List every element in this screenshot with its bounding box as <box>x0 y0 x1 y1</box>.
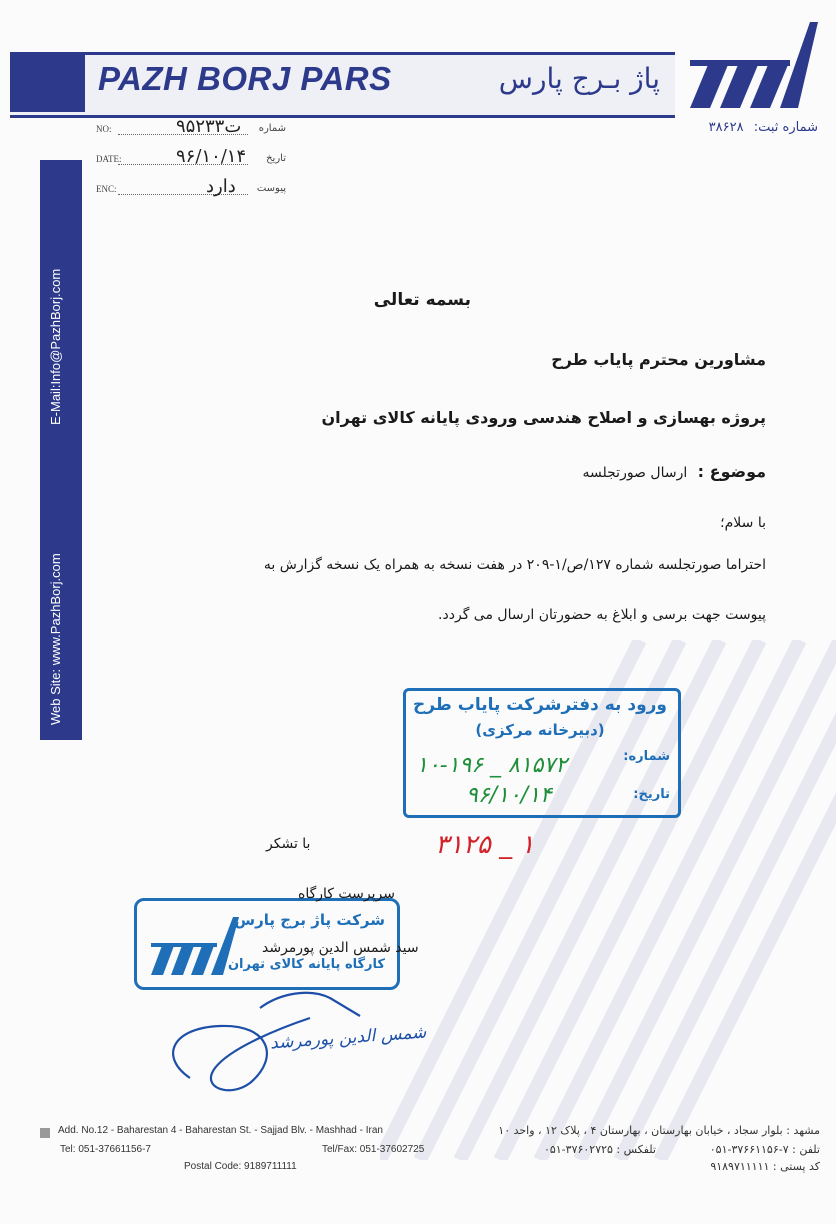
number-value: ۹۵ت۲۳۳ <box>176 116 242 137</box>
registration-label: شماره ثبت: <box>753 120 818 135</box>
footer-postal-en: Postal Code: 9189711111 <box>184 1161 297 1172</box>
closing-thanks: با تشکر <box>266 836 311 852</box>
stamp-number-label: شماره: <box>623 749 670 764</box>
footer-tel-en: Tel: 051-37661156-7 <box>60 1144 151 1155</box>
project-title: پروژه بهسازی و اصلاح هندسی ورودی پایانه کالای تهران <box>321 408 766 427</box>
enclosure-label-fa: پیوست <box>256 183 286 194</box>
footer-bullet-icon <box>40 1128 50 1138</box>
footer-tel-fa: تلفن : ۷-۳۷۶۶۱۱۵۶-۰۵۱ <box>709 1143 820 1156</box>
footer-fax-fa: تلفکس : ۳۷۶۰۲۷۲۵-۰۵۱ <box>543 1143 656 1156</box>
red-handwritten-note: ۳۱۲۵ _ ۱ <box>435 830 535 860</box>
sidebar-email: E-Mail:Info@PazhBorj.com <box>48 268 63 425</box>
subject-label: موضوع : <box>697 462 766 481</box>
stamp-line-1: ورود به دفترشرکت پایاب طرح <box>412 695 667 715</box>
footer-postal-fa: کد پستی : ۹۱۸۹۷۱۱۱۱۱ <box>710 1160 820 1173</box>
footer-address-en: Add. No.12 - Baharestan 4 - Baharestan St. - Sajjad Blv. - Mashhad - Iran <box>58 1125 383 1136</box>
date-value: ۹۶/۱۰/۱۴ <box>176 146 247 167</box>
meta-enclosure-row <box>96 176 286 202</box>
number-label-en: NO: <box>96 124 112 134</box>
stamp-date-value: ۹۶/۱۰/۱۴ <box>466 783 552 808</box>
date-label-fa: تاریخ <box>266 153 286 164</box>
paragraph-1: احتراما صورتجلسه شماره ۱۲۷/ص/۱-۲۰۹ در هفت نسخه به همراه یک نسخه گزارش به <box>263 557 766 573</box>
subject-text: ارسال صورتجلسه <box>582 465 688 481</box>
subject-line <box>583 462 767 481</box>
company-logo <box>680 20 820 110</box>
meta-date-row <box>96 146 286 172</box>
meta-number-row <box>96 116 286 142</box>
paragraph-2: پیوست جهت برسی و ابلاغ به حضورتان ارسال می گردد. <box>438 607 766 623</box>
sidebar-website: Web Site: www.PazhBorj.com <box>48 553 63 725</box>
footer-address-fa: مشهد : بلوار سجاد ، خیابان بهارستان ، بهارستان ۴ ، پلاک ۱۲ ، واحد ۱۰ <box>498 1124 820 1137</box>
signer-name: سید شمس الدین پورمرشد <box>262 940 419 956</box>
stamp-line-2: (دبیرخانه مرکزی) <box>475 721 605 739</box>
brand-name-en: PAZH BORJ PARS <box>98 60 392 97</box>
stamp-date-label: تاریخ: <box>633 787 670 802</box>
number-label-fa: شماره <box>258 123 286 134</box>
stamp-number-value: ۱۰-۱۹۶ _ ۸۱۵۷۲ <box>416 753 568 778</box>
recipient: مشاورین محترم پایاب طرح <box>551 350 766 369</box>
enclosure-value: دارد <box>206 176 236 197</box>
registration-number: ۳۸۶۲۸ <box>708 120 744 135</box>
company-stamp-line-2: کارگاه پایانه کالای تهران <box>227 957 385 972</box>
header-accent <box>10 52 85 112</box>
signature-text: شمس الدین پورمرشد <box>269 1022 427 1054</box>
brand-name-fa: پاژ بـرج پارس <box>498 62 660 95</box>
registration-line <box>703 120 818 135</box>
date-label-en: DATE: <box>96 154 122 164</box>
enclosure-label-en: ENC: <box>96 184 117 194</box>
received-stamp <box>403 688 681 818</box>
company-stamp-line-1: شرکت پاژ برج پارس <box>234 911 385 929</box>
greeting: با سلام؛ <box>720 515 766 531</box>
footer-fax-en: Tel/Fax: 051-37602725 <box>322 1144 425 1155</box>
bismillah: بسمه تعالی <box>373 290 471 310</box>
signer-title: سرپرست کارگاه <box>298 886 395 902</box>
